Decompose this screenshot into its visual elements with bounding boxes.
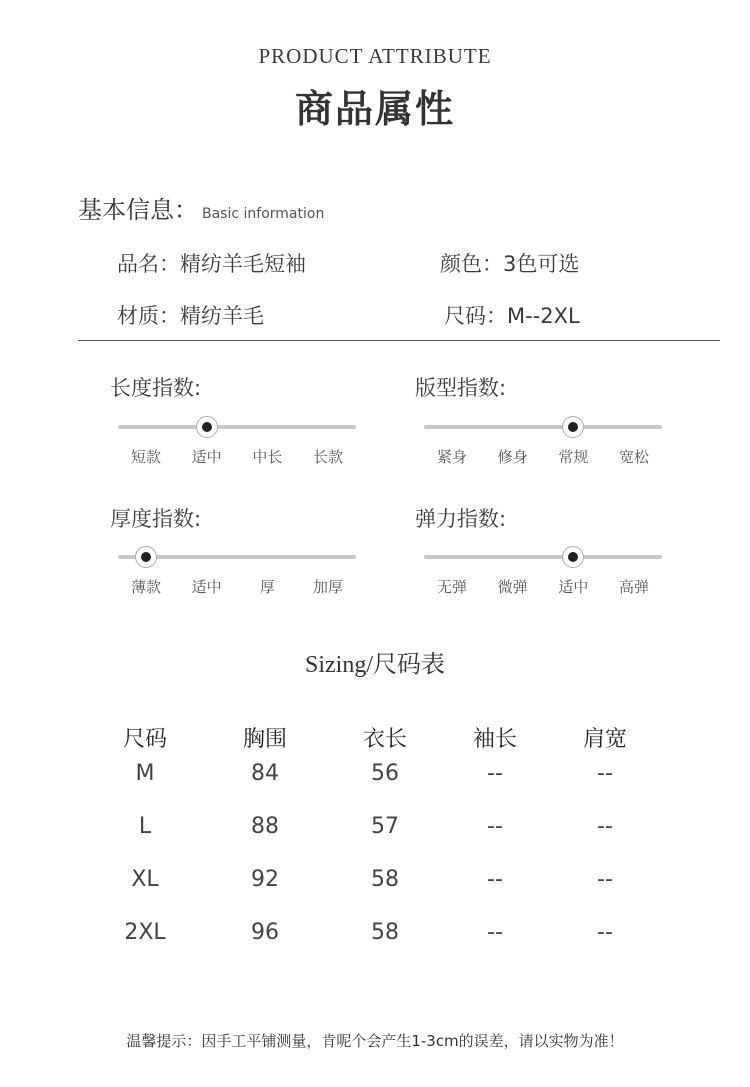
table-cell: 58	[371, 920, 399, 945]
table-cell: 2XL	[124, 920, 166, 945]
table-header-cell: 袖长	[472, 727, 517, 752]
length-index-label: 长度指数:	[110, 376, 202, 400]
basic-info-title-en: Basic information	[202, 206, 325, 222]
header-title-cn: 商品属性	[294, 87, 455, 131]
table-cell: --	[597, 761, 613, 786]
product-size-range: 尺码：M--2XL	[444, 304, 580, 328]
table-header-cell: 尺码	[122, 727, 167, 752]
table-header-cell: 衣长	[362, 727, 407, 752]
slider-option: 宽松	[618, 448, 649, 466]
table-cell: --	[597, 920, 613, 945]
thickness-index-label: 厚度指数:	[110, 507, 202, 531]
table-cell: 96	[251, 920, 279, 945]
table-cell: M	[135, 761, 155, 786]
slider-option: 无弹	[436, 578, 467, 596]
table-cell: --	[597, 814, 613, 839]
slider-option: 短款	[130, 448, 161, 466]
slider-option: 高弹	[618, 578, 649, 596]
table-cell: 58	[371, 867, 399, 892]
slider-option: 适中	[191, 448, 222, 466]
fit-index-label: 版型指数:	[415, 376, 507, 400]
table-cell: 57	[371, 814, 399, 839]
table-cell: --	[597, 867, 613, 892]
product-color: 颜色：3色可选	[440, 252, 580, 276]
slider-option: 薄款	[130, 578, 161, 596]
table-header-cell: 肩宽	[582, 727, 627, 752]
table-cell: L	[138, 814, 152, 839]
table-cell: --	[487, 814, 503, 839]
table-cell: 84	[251, 761, 279, 786]
slider-option: 厚	[259, 578, 275, 596]
slider-option: 修身	[497, 448, 528, 466]
footer-note: 温馨提示：因手工平铺测量，肯呢个会产生1-3cm的误差，请以实物为准！	[126, 1032, 624, 1050]
product-material: 材质：精纺羊毛	[117, 304, 264, 328]
sizing-title: Sizing/尺码表	[304, 652, 445, 678]
table-cell: --	[487, 920, 503, 945]
slider-option: 中长	[252, 448, 283, 466]
slider-option: 常规	[558, 448, 589, 466]
table-cell: 92	[251, 867, 279, 892]
slider-option: 适中	[191, 578, 222, 596]
slider-option: 紧身	[436, 448, 467, 466]
table-cell: XL	[131, 867, 159, 892]
table-header-cell: 胸围	[242, 727, 287, 752]
slider-option: 适中	[558, 578, 589, 596]
table-cell: 88	[251, 814, 279, 839]
product-name: 品名：精纺羊毛短袖	[117, 252, 306, 276]
slider-option: 微弹	[497, 578, 528, 596]
basic-info-title-cn: 基本信息：	[78, 196, 198, 224]
table-cell: --	[487, 867, 503, 892]
header-title-en: PRODUCT ATTRIBUTE	[258, 44, 492, 68]
slider-option: 长款	[312, 448, 343, 466]
slider-option: 加厚	[312, 578, 343, 596]
table-cell: --	[487, 761, 503, 786]
table-cell: 56	[371, 761, 399, 786]
elasticity-index-label: 弹力指数:	[415, 507, 507, 531]
